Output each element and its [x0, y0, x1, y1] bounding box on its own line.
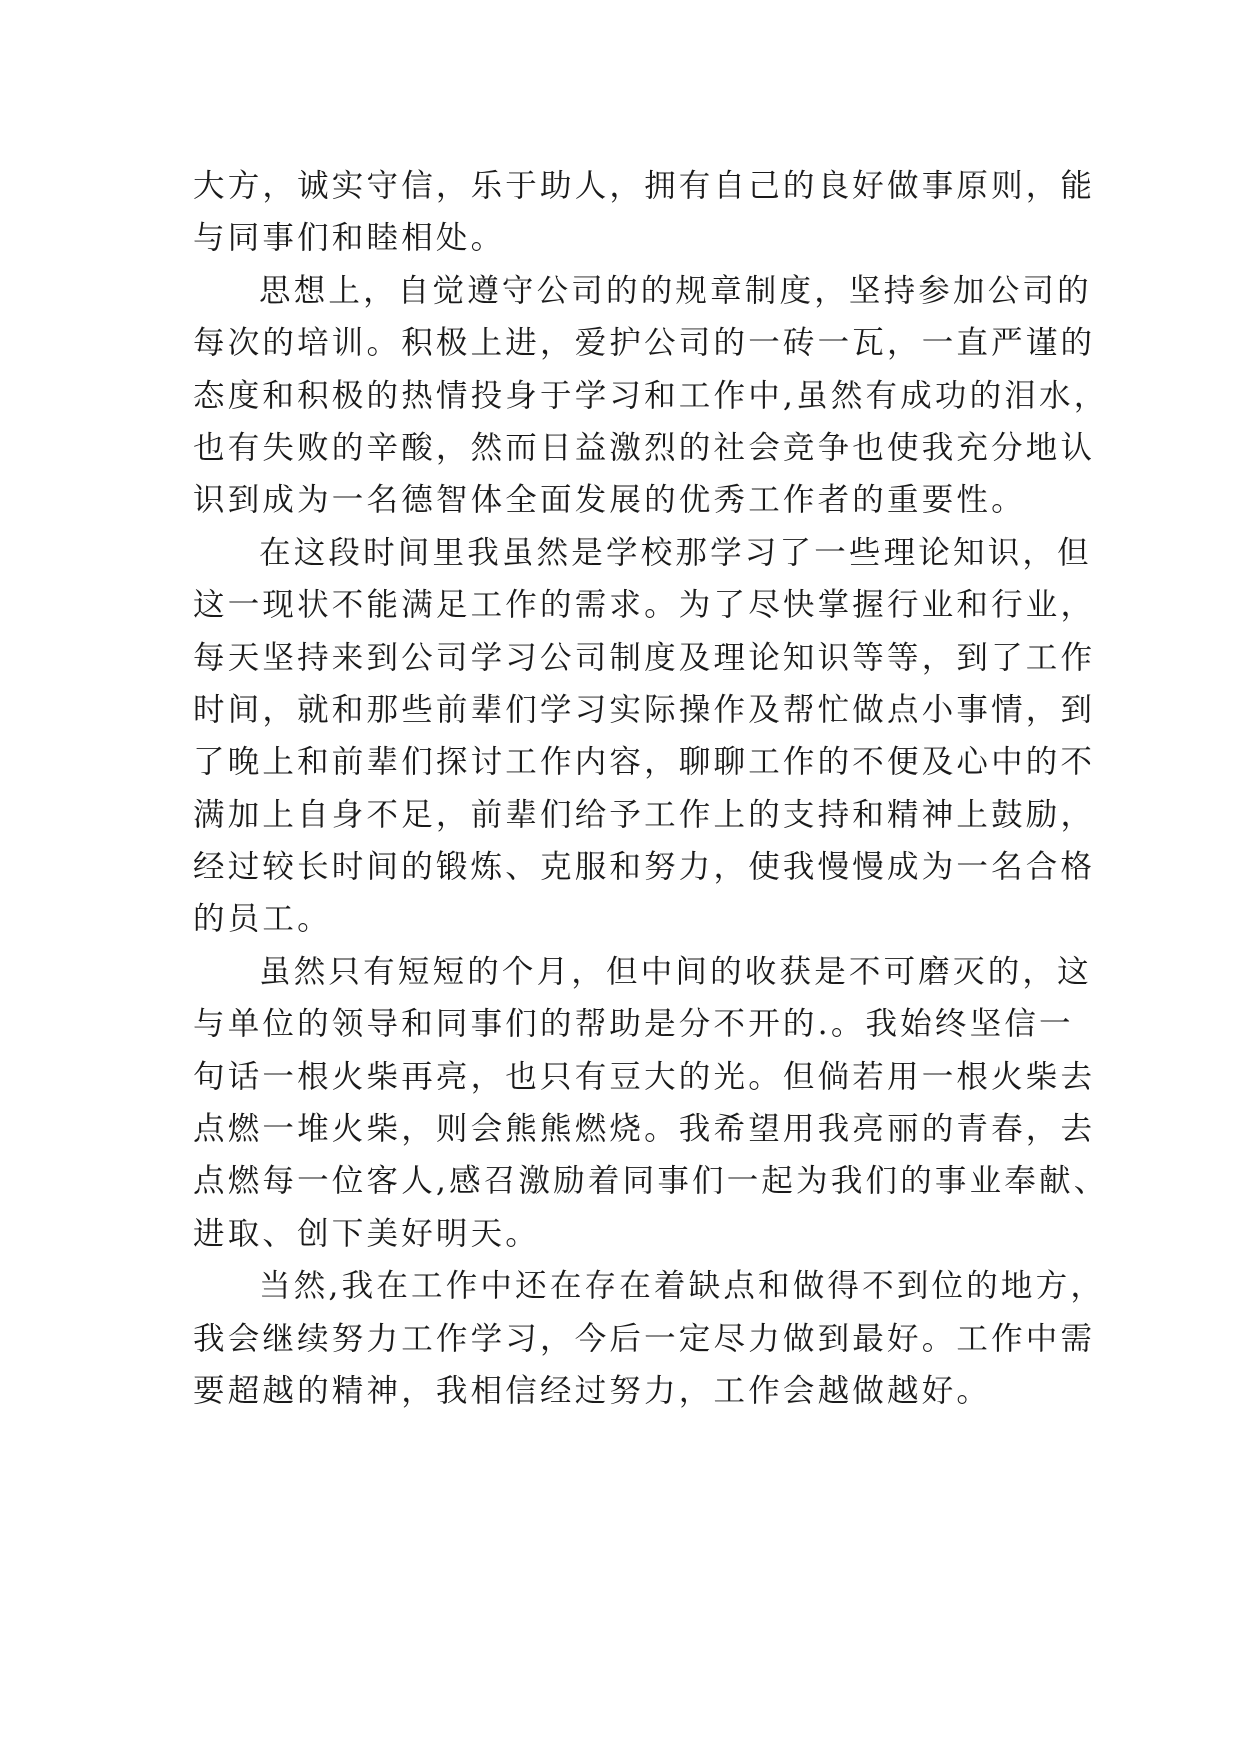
text-line: 进取、创下美好明天。 — [193, 1215, 541, 1252]
text-line: 我会继续努力工作学习，今后一定尽力做到最好。工作中需 — [193, 1320, 1096, 1357]
paragraph-first-line: 当然,我在工作中还在存在着缺点和做得不到位的地方， — [259, 1268, 1106, 1305]
paragraph-first-line: 在这段时间里我虽然是学校那学习了一些理论知识，但 — [259, 534, 1092, 571]
text-line: 满加上自身不足，前辈们给予工作上的支持和精神上鼓励， — [193, 796, 1096, 833]
text-line: 也有失败的辛酸，然而日益激烈的社会竞争也使我充分地认 — [193, 429, 1096, 466]
text-line: 与单位的领导和同事们的帮助是分不开的.。我始终坚信一 — [193, 1006, 1074, 1043]
text-line: 时间，就和那些前辈们学习实际操作及帮忙做点小事情，到 — [193, 691, 1096, 728]
text-line: 识到成为一名德智体全面发展的优秀工作者的重要性。 — [193, 482, 1026, 519]
text-line: 了晚上和前辈们探讨工作内容，聊聊工作的不便及心中的不 — [193, 744, 1096, 781]
text-line: 点燃一堆火柴，则会熊熊燃烧。我希望用我亮丽的青春，去 — [193, 1111, 1096, 1148]
text-line: 态度和积极的热情投身于学习和工作中,虽然有成功的泪水， — [193, 377, 1109, 414]
text-line: 句话一根火柴再亮，也只有豆大的光。但倘若用一根火柴去 — [193, 1058, 1096, 1095]
text-line: 每天坚持来到公司学习公司制度及理论知识等等，到了工作 — [193, 639, 1096, 676]
paragraph-first-line: 虽然只有短短的个月，但中间的收获是不可磨灭的，这 — [259, 953, 1092, 990]
text-line: 大方，诚实守信，乐于助人，拥有自己的良好做事原则，能 — [193, 168, 1096, 204]
document-body — [193, 160, 1109, 1417]
text-line: 每次的培训。积极上进，爱护公司的一砖一瓦，一直严谨的 — [193, 325, 1096, 362]
text-line: 的员工。 — [193, 901, 332, 938]
text-line: 点燃每一位客人,感召激励着同事们一起为我们的事业奉献、 — [193, 1163, 1109, 1200]
text-line: 这一现状不能满足工作的需求。为了尽快掌握行业和行业， — [193, 587, 1096, 624]
text-line: 经过较长时间的锻炼、克服和努力，使我慢慢成为一名合格 — [193, 849, 1096, 886]
text-line: 要超越的精神，我相信经过努力，工作会越做越好。 — [193, 1372, 992, 1409]
paragraph-first-line: 思想上，自觉遵守公司的的规章制度，坚持参加公司的 — [259, 272, 1092, 309]
text-line: 与同事们和睦相处。 — [193, 220, 506, 257]
